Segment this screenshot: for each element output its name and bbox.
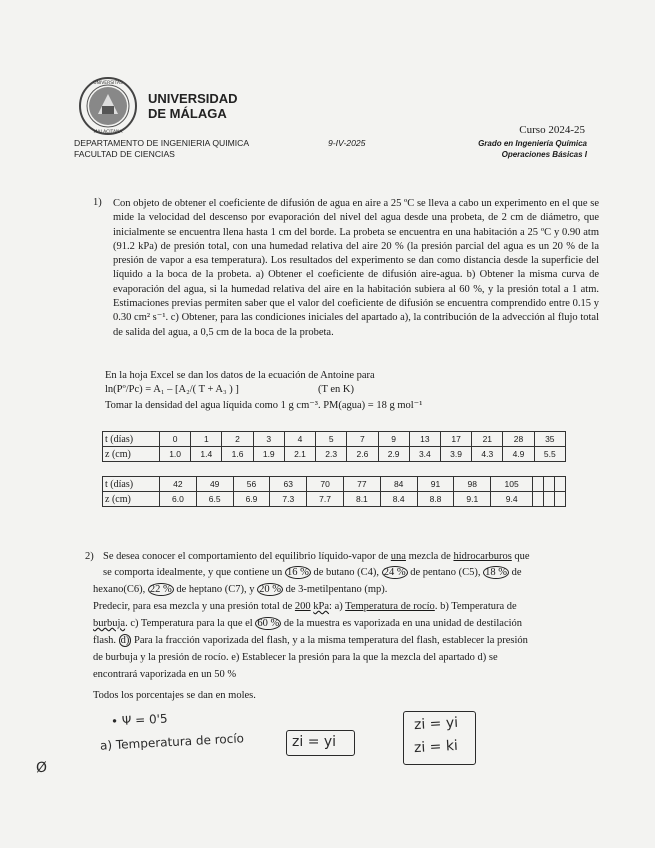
table-cell: 3 <box>253 432 284 447</box>
university-name-line-1: UNIVERSIDAD <box>148 91 238 106</box>
handwritten-equation-right-1: zi = yi <box>413 714 459 734</box>
problem-2-line-8: encontrará vaporizada en un 50 % <box>93 669 237 680</box>
table-cell: 7.7 <box>307 492 344 507</box>
table-cell: 84 <box>380 477 417 492</box>
svg-text:UNIVERSITAS: UNIVERSITAS <box>93 81 123 86</box>
table-cell: 1.9 <box>253 447 284 462</box>
table-cell: 6.0 <box>160 492 197 507</box>
table-cell: 49 <box>196 477 233 492</box>
handwritten-dew-temperature-note: a) Temperatura de rocío <box>99 731 245 753</box>
temperature-units-note: (T en K) <box>318 384 354 395</box>
text-span: : a) <box>329 601 346 612</box>
table-cell: 5.5 <box>534 447 565 462</box>
table-cell: 2.6 <box>347 447 378 462</box>
table-cell <box>554 492 565 507</box>
table-cell: 4.3 <box>472 447 503 462</box>
university-name-line-2: DE MÁLAGA <box>148 106 227 121</box>
problem-1-number: 1) <box>93 197 102 208</box>
table-cell: 0 <box>160 432 191 447</box>
university-name <box>148 91 238 121</box>
table-cell: 9 <box>378 432 409 447</box>
table-row-t <box>103 432 566 447</box>
text-span: de butano (C4), <box>310 567 382 578</box>
exam-date: 9-IV-2025 <box>328 138 366 148</box>
row-label-z: z (cm) <box>103 447 160 462</box>
underlined-pressure: 200 <box>294 601 311 612</box>
table-cell: 1.6 <box>222 447 253 462</box>
problem-2-line-5 <box>93 618 522 629</box>
svg-text:MALACITANA: MALACITANA <box>93 130 123 135</box>
table-cell: 4.9 <box>503 447 534 462</box>
text-span: Se desea conocer el comportamiento del equilibrio líquido-vapor de <box>103 551 391 562</box>
data-table-1 <box>102 431 566 462</box>
text-span: . c) Temperatura para la que el <box>125 618 256 629</box>
antoine-equation: ln(Pº/Pc) = A₁ – [A₂/( T + A₃ ) ] <box>105 384 239 395</box>
table-cell <box>544 492 555 507</box>
table-cell: 8.1 <box>343 492 380 507</box>
row-label-t: t (días) <box>103 477 160 492</box>
table-row-z <box>103 447 566 462</box>
text-span: se comporta idealmente, y que contiene un <box>103 567 285 578</box>
problem-2-line-6 <box>93 635 528 646</box>
problem-2-line-9: Todos los porcentajes se dan en moles. <box>93 690 256 701</box>
text-span: . b) Temperatura de <box>434 601 517 612</box>
table-cell: 8.4 <box>380 492 417 507</box>
text-span: flash. <box>93 635 119 646</box>
degree-name: Grado en Ingeniería Química <box>478 139 587 148</box>
table-cell: 1.0 <box>160 447 191 462</box>
table-cell: 7.3 <box>270 492 307 507</box>
table-cell: 6.5 <box>196 492 233 507</box>
problem-2-line-1 <box>103 551 530 562</box>
table-cell: 5 <box>316 432 347 447</box>
wavy-underlined-word: burbuja <box>93 618 126 629</box>
problem-2-line-3 <box>93 584 387 595</box>
table-cell <box>533 492 544 507</box>
circled-butane-percent: 16 % <box>286 567 309 578</box>
faculty-name: FACULTAD DE CIENCIAS <box>74 149 175 159</box>
text-span: de <box>508 567 522 578</box>
table-cell: 3.4 <box>409 447 440 462</box>
problem-2-number: 2) <box>85 551 94 562</box>
department-block <box>74 138 249 160</box>
degree-block <box>478 138 587 160</box>
handwritten-equation-left: zi = yi <box>292 734 337 750</box>
circled-hexane-percent: 18 % <box>485 567 507 578</box>
problem-2-line-7: de burbuja y la presión de rocío. e) Establecer la presión para la que la mezcla del apartado d) se <box>93 652 498 663</box>
table-cell: 1 <box>191 432 222 447</box>
underlined-dew-temperature: Temperatura de rocío <box>345 601 435 612</box>
table-cell: 1.4 <box>191 447 222 462</box>
circled-part-d: d) <box>120 635 130 646</box>
table-cell: 70 <box>307 477 344 492</box>
table-cell: 13 <box>409 432 440 447</box>
table-cell: 2.9 <box>378 447 409 462</box>
text-span: hexano(C6), <box>93 584 148 595</box>
text-span: Predecir, para esa mezcla y una presión total de <box>93 601 295 612</box>
table-cell: 9.1 <box>454 492 491 507</box>
excel-line: En la hoja Excel se dan los datos de la ecuación de Antoine para <box>105 370 375 381</box>
table-cell: 8.8 <box>417 492 454 507</box>
table-cell: 28 <box>503 432 534 447</box>
text-span: de la muestra es vaporizada en una unidad de destilación <box>281 618 523 629</box>
table-cell <box>544 477 555 492</box>
problem-2-line-4 <box>93 601 517 612</box>
row-label-t: t (días) <box>103 432 160 447</box>
subject-name: Operaciones Básicas I <box>501 150 587 159</box>
table-cell: 2.3 <box>316 447 347 462</box>
table-cell: 2 <box>222 432 253 447</box>
table-cell: 4 <box>284 432 315 447</box>
table-cell: 56 <box>233 477 270 492</box>
wavy-underlined-unit: kPa <box>313 601 330 612</box>
text-span: mezcla de <box>405 551 454 562</box>
handwritten-equation-right-2: zi = ki <box>413 737 459 757</box>
table-cell: 7 <box>347 432 378 447</box>
handwritten-psi-note: • Ψ = 0'5 <box>110 711 168 729</box>
circled-pentane-percent: 24 % <box>383 567 406 578</box>
text-span: Para la fracción vaporizada del flash, y a la misma temperatura del flash, establecer la presión <box>131 635 528 646</box>
data-table-2 <box>102 476 566 507</box>
table-cell <box>533 477 544 492</box>
table-cell: 9.4 <box>491 492 533 507</box>
table-cell: 17 <box>440 432 471 447</box>
table-cell: 2.1 <box>284 447 315 462</box>
table-cell: 35 <box>534 432 565 447</box>
table-cell: 42 <box>160 477 197 492</box>
table-cell: 3.9 <box>440 447 471 462</box>
underlined-word: hidrocarburos <box>453 551 512 562</box>
university-seal-logo <box>78 76 138 136</box>
course-year: Curso 2024-25 <box>519 124 585 136</box>
problem-2-line-2 <box>103 567 522 578</box>
table-row-z <box>103 492 566 507</box>
circled-vaporized-percent: 60 % <box>257 618 280 629</box>
table-cell: 105 <box>491 477 533 492</box>
underlined-word: una <box>390 551 406 562</box>
density-note: Tomar la densidad del agua líquida como 1 g cm⁻³. PM(agua) = 18 g mol⁻¹ <box>105 400 423 411</box>
text-span: que <box>511 551 530 562</box>
table-cell: 6.9 <box>233 492 270 507</box>
circled-heptane-percent: 22 % <box>149 584 172 595</box>
table-row-t <box>103 477 566 492</box>
text-span: de 3-metilpentano (mp). <box>282 584 388 595</box>
circled-mp-percent: 20 % <box>259 584 281 595</box>
table-cell: 63 <box>270 477 307 492</box>
table-cell: 77 <box>343 477 380 492</box>
table-cell <box>554 477 565 492</box>
text-span: de heptano (C7), y <box>173 584 258 595</box>
table-cell: 98 <box>454 477 491 492</box>
margin-mark: Ø <box>35 759 48 777</box>
row-label-z: z (cm) <box>103 492 160 507</box>
table-cell: 21 <box>472 432 503 447</box>
table-cell: 91 <box>417 477 454 492</box>
text-span: de pentano (C5), <box>407 567 484 578</box>
department-name: DEPARTAMENTO DE INGENIERIA QUIMICA <box>74 138 250 148</box>
problem-1-statement: Con objeto de obtener el coeficiente de difusión de agua en aire a 25 ºC se lleva a cabo un experimento en el que se mide la velocidad del descenso por evaporación del nivel del agua desde una probeta, de 2 cm de diámetro, que inicialmente se encuentra llena hasta 1 cm del borde. La probeta se encuentra en una habitación a 25 ºC y 0.90 atm (91.2 kPa) de presión total, con una humedad relativa del aire 20 % (la presión parcial del agua es un 20 % de la presión de vapor a esa temperatura). Los resultados del experimento se dan como distancia desde la superficie del líquido a la boca de la probeta. a) Obtener el coeficiente de difusión aire-agua. b) Obtener la misma curva de evaporación del agua, si la humedad relativa del aire en la habitación subiera al 60 %, y la presión total a 1 atm. Estimaciones previas permiten saber que el valor del coeficiente de difusión se encuentra comprendido entre 0.15 y 0.30 cm² s⁻¹. c) Obtener, para las condiciones iniciales del apartado a), la contribución de la advección al flujo total de salida del agua, a 0,5 cm de la boca de la probeta. <box>113 198 599 338</box>
